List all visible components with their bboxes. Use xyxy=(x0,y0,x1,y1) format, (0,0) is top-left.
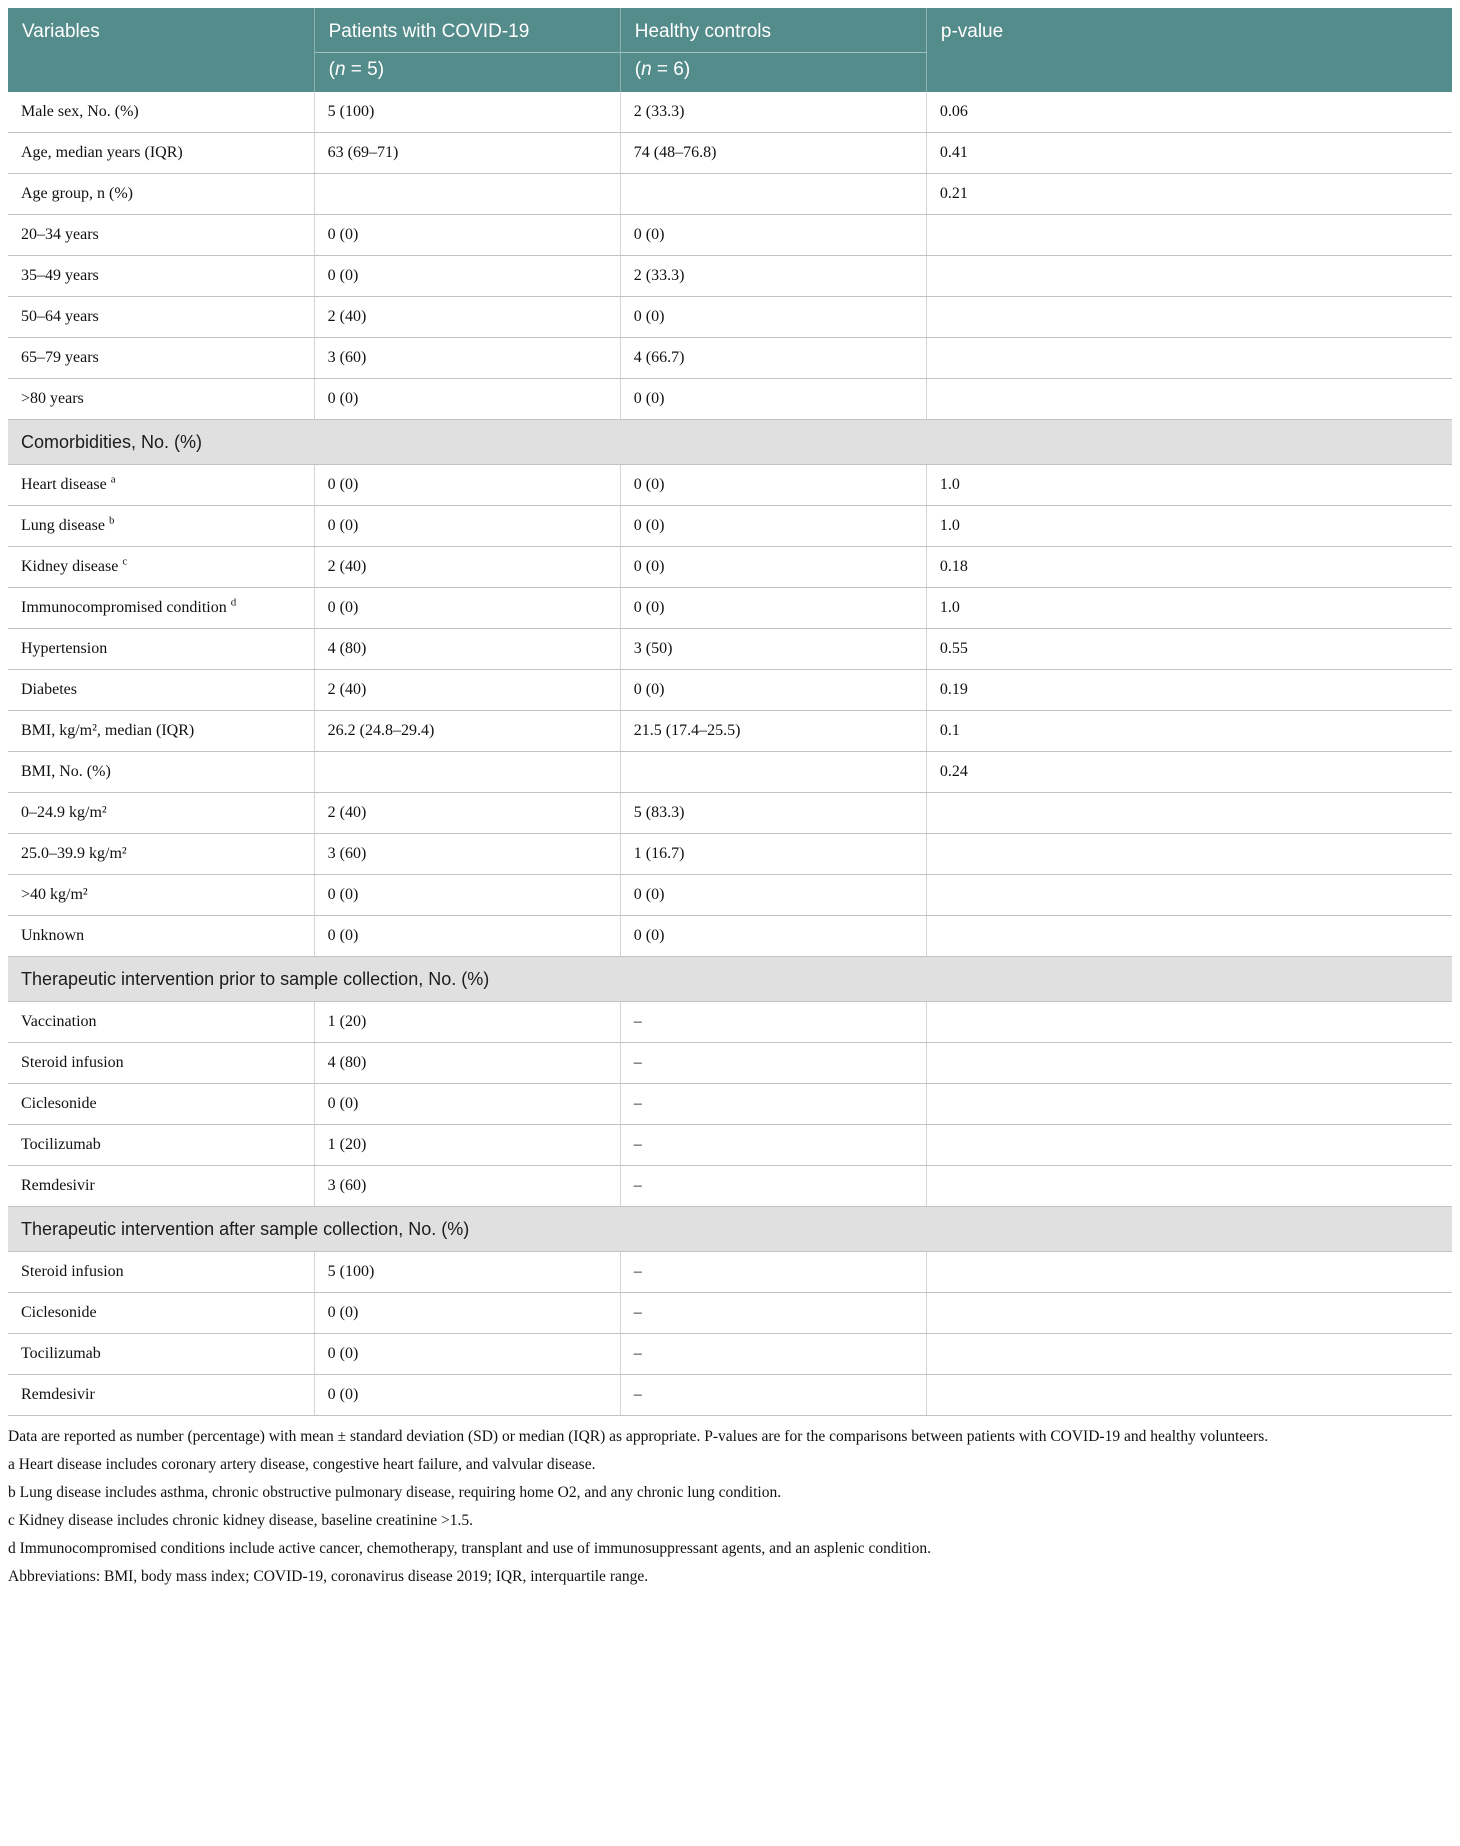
table-row xyxy=(8,1252,1452,1293)
section-label: Therapeutic intervention after sample collection, No. (%) xyxy=(8,1207,1452,1252)
row-label-cell xyxy=(8,506,314,547)
p-value-cell xyxy=(926,1334,1452,1375)
row-label-cell xyxy=(8,1334,314,1375)
covid-value-cell: 5 (100) xyxy=(314,92,620,133)
row-label-text: Ciclesonide xyxy=(21,1095,97,1112)
footnote-marker: d xyxy=(230,596,237,609)
table-row xyxy=(8,215,1452,256)
n-symbol: n xyxy=(334,59,346,80)
col-header-variables: Variables xyxy=(8,8,314,92)
row-label-text: Age, median years (IQR) xyxy=(21,144,183,161)
n-count-controls: = 6) xyxy=(651,59,691,80)
n-open: ( xyxy=(634,59,642,80)
row-label-text: Unknown xyxy=(21,927,85,944)
col-header-patients: Patients with COVID-19 xyxy=(314,8,620,53)
p-value-cell xyxy=(926,379,1452,420)
row-label-cell xyxy=(8,379,314,420)
p-value-cell xyxy=(926,1252,1452,1293)
header-row xyxy=(8,8,1452,53)
control-value-cell: 0 (0) xyxy=(620,588,926,629)
row-label-text: Age group, n (%) xyxy=(21,185,133,202)
row-label-cell xyxy=(8,1125,314,1166)
table-row xyxy=(8,1043,1452,1084)
row-label-cell xyxy=(8,1252,314,1293)
covid-value-cell: 0 (0) xyxy=(314,1375,620,1416)
row-label-text: >80 years xyxy=(21,390,84,407)
row-label-cell xyxy=(8,1293,314,1334)
covid-value-cell: 63 (69–71) xyxy=(314,133,620,174)
footnote-line: Abbreviations: BMI, body mass index; COVID-19, coronavirus disease 2019; IQR, interquartile range. xyxy=(8,1568,649,1585)
row-label-cell xyxy=(8,174,314,215)
footnote-line: c Kidney disease includes chronic kidney disease, baseline creatinine >1.5. xyxy=(8,1512,473,1529)
row-label-text: Ciclesonide xyxy=(21,1304,97,1321)
covid-value-cell: 4 (80) xyxy=(314,629,620,670)
row-label-cell xyxy=(8,752,314,793)
covid-value-cell: 0 (0) xyxy=(314,1084,620,1125)
p-value-cell: 1.0 xyxy=(926,506,1452,547)
control-value-cell: – xyxy=(620,1293,926,1334)
row-label-text: 35–49 years xyxy=(21,267,99,284)
covid-value-cell: 0 (0) xyxy=(314,506,620,547)
row-label-text: Tocilizumab xyxy=(21,1136,101,1153)
table-row xyxy=(8,711,1452,752)
section-header-row xyxy=(8,420,1452,465)
row-label-text: Heart disease xyxy=(21,476,107,493)
section-label: Comorbidities, No. (%) xyxy=(8,420,1452,465)
table-row xyxy=(8,629,1452,670)
p-value-cell xyxy=(926,297,1452,338)
p-value-cell xyxy=(926,1043,1452,1084)
control-value-cell: 0 (0) xyxy=(620,875,926,916)
row-label-text: Vaccination xyxy=(21,1013,97,1030)
control-value-cell: 0 (0) xyxy=(620,465,926,506)
control-value-cell: – xyxy=(620,1002,926,1043)
p-value-cell xyxy=(926,1166,1452,1207)
p-value-cell xyxy=(926,834,1452,875)
footnote-line: Data are reported as number (percentage) with mean ± standard deviation (SD) or median (IQR) as appropriate. P-values are for the comparisons between patients with COVID-19 and healthy volunteers. xyxy=(8,1428,1269,1445)
row-label-cell xyxy=(8,256,314,297)
control-value-cell: – xyxy=(620,1334,926,1375)
row-label-cell xyxy=(8,1166,314,1207)
row-label-text: Steroid infusion xyxy=(21,1054,124,1071)
covid-value-cell: 0 (0) xyxy=(314,588,620,629)
col-header-controls: Healthy controls xyxy=(620,8,926,53)
p-value-cell: 0.06 xyxy=(926,92,1452,133)
control-value-cell: 2 (33.3) xyxy=(620,92,926,133)
row-label-cell xyxy=(8,297,314,338)
table-row xyxy=(8,1166,1452,1207)
covid-value-cell: 0 (0) xyxy=(314,1293,620,1334)
table-row xyxy=(8,916,1452,957)
control-value-cell: – xyxy=(620,1043,926,1084)
table-row xyxy=(8,834,1452,875)
row-label-cell xyxy=(8,793,314,834)
table-row xyxy=(8,297,1452,338)
p-value-cell: 1.0 xyxy=(926,465,1452,506)
control-value-cell: 1 (16.7) xyxy=(620,834,926,875)
table-row xyxy=(8,1375,1452,1416)
row-label-text: 25.0–39.9 kg/m² xyxy=(21,845,127,862)
control-value-cell: 0 (0) xyxy=(620,297,926,338)
table-row xyxy=(8,1293,1452,1334)
covid-value-cell: 3 (60) xyxy=(314,338,620,379)
footnote-marker: a xyxy=(110,473,116,486)
col-subheader-controls-n xyxy=(620,53,926,93)
control-value-cell: 0 (0) xyxy=(620,670,926,711)
covid-value-cell: 5 (100) xyxy=(314,1252,620,1293)
control-value-cell: 0 (0) xyxy=(620,506,926,547)
row-label-text: Male sex, No. (%) xyxy=(21,103,139,120)
p-value-cell: 0.19 xyxy=(926,670,1452,711)
row-label-cell xyxy=(8,711,314,752)
section-header-row xyxy=(8,957,1452,1002)
table-row xyxy=(8,588,1452,629)
row-label-text: Lung disease xyxy=(21,517,105,534)
row-label-cell xyxy=(8,1043,314,1084)
section-label: Therapeutic intervention prior to sample collection, No. (%) xyxy=(8,957,1452,1002)
covid-value-cell: 0 (0) xyxy=(314,875,620,916)
p-value-cell: 0.55 xyxy=(926,629,1452,670)
footnote-marker: c xyxy=(122,555,128,568)
control-value-cell: – xyxy=(620,1166,926,1207)
covid-value-cell: 26.2 (24.8–29.4) xyxy=(314,711,620,752)
control-value-cell: 2 (33.3) xyxy=(620,256,926,297)
table-row xyxy=(8,256,1452,297)
p-value-cell xyxy=(926,1375,1452,1416)
covid-value-cell: 2 (40) xyxy=(314,297,620,338)
p-value-cell xyxy=(926,875,1452,916)
row-label-cell xyxy=(8,338,314,379)
table-row xyxy=(8,1084,1452,1125)
footnote-line: b Lung disease includes asthma, chronic obstructive pulmonary disease, requiring home O2, and any chronic lung condition. xyxy=(8,1484,782,1501)
row-label-cell xyxy=(8,1002,314,1043)
row-label-text: Steroid infusion xyxy=(21,1263,124,1280)
p-value-cell xyxy=(926,1293,1452,1334)
covid-value-cell: 0 (0) xyxy=(314,256,620,297)
p-value-cell xyxy=(926,1084,1452,1125)
row-label-cell xyxy=(8,834,314,875)
footnote-line: a Heart disease includes coronary artery disease, congestive heart failure, and valvular disease. xyxy=(8,1456,596,1473)
p-value-cell: 0.24 xyxy=(926,752,1452,793)
covid-value-cell: 0 (0) xyxy=(314,379,620,420)
covid-value-cell: 4 (80) xyxy=(314,1043,620,1084)
section-header-row xyxy=(8,1207,1452,1252)
covid-value-cell: 3 (60) xyxy=(314,834,620,875)
p-value-cell xyxy=(926,215,1452,256)
table-row xyxy=(8,875,1452,916)
control-value-cell: 0 (0) xyxy=(620,215,926,256)
row-label-text: 0–24.9 kg/m² xyxy=(21,804,107,821)
row-label-text: Remdesivir xyxy=(21,1177,95,1194)
p-value-cell xyxy=(926,916,1452,957)
table-body xyxy=(8,92,1452,1416)
p-value-cell xyxy=(926,793,1452,834)
footnote-line: d Immunocompromised conditions include active cancer, chemotherapy, transplant and use of immunosuppressant agents, and an asplenic condition. xyxy=(8,1540,931,1557)
p-value-cell: 0.21 xyxy=(926,174,1452,215)
p-value-cell: 0.41 xyxy=(926,133,1452,174)
table-row xyxy=(8,547,1452,588)
covid-value-cell: 1 (20) xyxy=(314,1002,620,1043)
p-value-cell: 1.0 xyxy=(926,588,1452,629)
table-row xyxy=(8,338,1452,379)
row-label-cell xyxy=(8,215,314,256)
col-header-pvalue: p-value xyxy=(926,8,1452,92)
covid-value-cell: 0 (0) xyxy=(314,215,620,256)
control-value-cell: 21.5 (17.4–25.5) xyxy=(620,711,926,752)
row-label-text: Kidney disease xyxy=(21,558,119,575)
covid-value-cell: 3 (60) xyxy=(314,1166,620,1207)
p-value-cell: 0.18 xyxy=(926,547,1452,588)
table-row xyxy=(8,1002,1452,1043)
footnote-marker: b xyxy=(108,514,115,527)
row-label-text: 65–79 years xyxy=(21,349,99,366)
control-value-cell: 4 (66.7) xyxy=(620,338,926,379)
control-value-cell: – xyxy=(620,1375,926,1416)
covid-value-cell: 0 (0) xyxy=(314,465,620,506)
row-label-text: BMI, kg/m², median (IQR) xyxy=(21,722,195,739)
table-row xyxy=(8,1334,1452,1375)
covid-value-cell: 0 (0) xyxy=(314,1334,620,1375)
control-value-cell: 5 (83.3) xyxy=(620,793,926,834)
table-row xyxy=(8,465,1452,506)
covid-value-cell: 2 (40) xyxy=(314,547,620,588)
row-label-cell xyxy=(8,670,314,711)
control-value-cell: – xyxy=(620,1084,926,1125)
row-label-cell xyxy=(8,1084,314,1125)
table-row xyxy=(8,752,1452,793)
row-label-text: Hypertension xyxy=(21,640,108,657)
row-label-cell xyxy=(8,465,314,506)
row-label-cell xyxy=(8,916,314,957)
control-value-cell xyxy=(620,752,926,793)
p-value-cell xyxy=(926,338,1452,379)
control-value-cell: 0 (0) xyxy=(620,379,926,420)
table-row xyxy=(8,92,1452,133)
row-label-cell xyxy=(8,875,314,916)
p-value-cell xyxy=(926,1002,1452,1043)
table-row xyxy=(8,793,1452,834)
covid-value-cell: 2 (40) xyxy=(314,670,620,711)
table-row xyxy=(8,133,1452,174)
row-label-cell xyxy=(8,588,314,629)
row-label-cell xyxy=(8,1375,314,1416)
row-label-text: 50–64 years xyxy=(21,308,99,325)
control-value-cell: 3 (50) xyxy=(620,629,926,670)
covid-value-cell xyxy=(314,752,620,793)
p-value-cell xyxy=(926,256,1452,297)
table-row xyxy=(8,1125,1452,1166)
control-value-cell: 74 (48–76.8) xyxy=(620,133,926,174)
covid-value-cell: 1 (20) xyxy=(314,1125,620,1166)
control-value-cell xyxy=(620,174,926,215)
col-subheader-patients-n xyxy=(314,53,620,93)
table-row xyxy=(8,506,1452,547)
row-label-cell xyxy=(8,629,314,670)
n-count-patients: = 5) xyxy=(345,59,385,80)
table-row xyxy=(8,379,1452,420)
control-value-cell: 0 (0) xyxy=(620,547,926,588)
n-open: ( xyxy=(328,59,335,80)
row-label-text: BMI, No. (%) xyxy=(21,763,111,780)
table-row xyxy=(8,670,1452,711)
table-row xyxy=(8,174,1452,215)
covid-value-cell xyxy=(314,174,620,215)
footnotes xyxy=(8,1426,1452,1588)
row-label-text: >40 kg/m² xyxy=(21,886,88,903)
control-value-cell: – xyxy=(620,1125,926,1166)
row-label-text: Tocilizumab xyxy=(21,1345,101,1362)
row-label-text: Diabetes xyxy=(21,681,77,698)
row-label-text: Remdesivir xyxy=(21,1386,95,1403)
row-label-text: 20–34 years xyxy=(21,226,99,243)
table-header xyxy=(8,8,1452,92)
control-value-cell: 0 (0) xyxy=(620,916,926,957)
characteristics-table xyxy=(8,8,1452,1416)
n-symbol: n xyxy=(641,59,652,80)
covid-value-cell: 2 (40) xyxy=(314,793,620,834)
control-value-cell: – xyxy=(620,1252,926,1293)
row-label-cell xyxy=(8,133,314,174)
row-label-text: Immunocompromised condition xyxy=(21,599,227,616)
p-value-cell: 0.1 xyxy=(926,711,1452,752)
row-label-cell xyxy=(8,547,314,588)
covid-value-cell: 0 (0) xyxy=(314,916,620,957)
p-value-cell xyxy=(926,1125,1452,1166)
row-label-cell xyxy=(8,92,314,133)
